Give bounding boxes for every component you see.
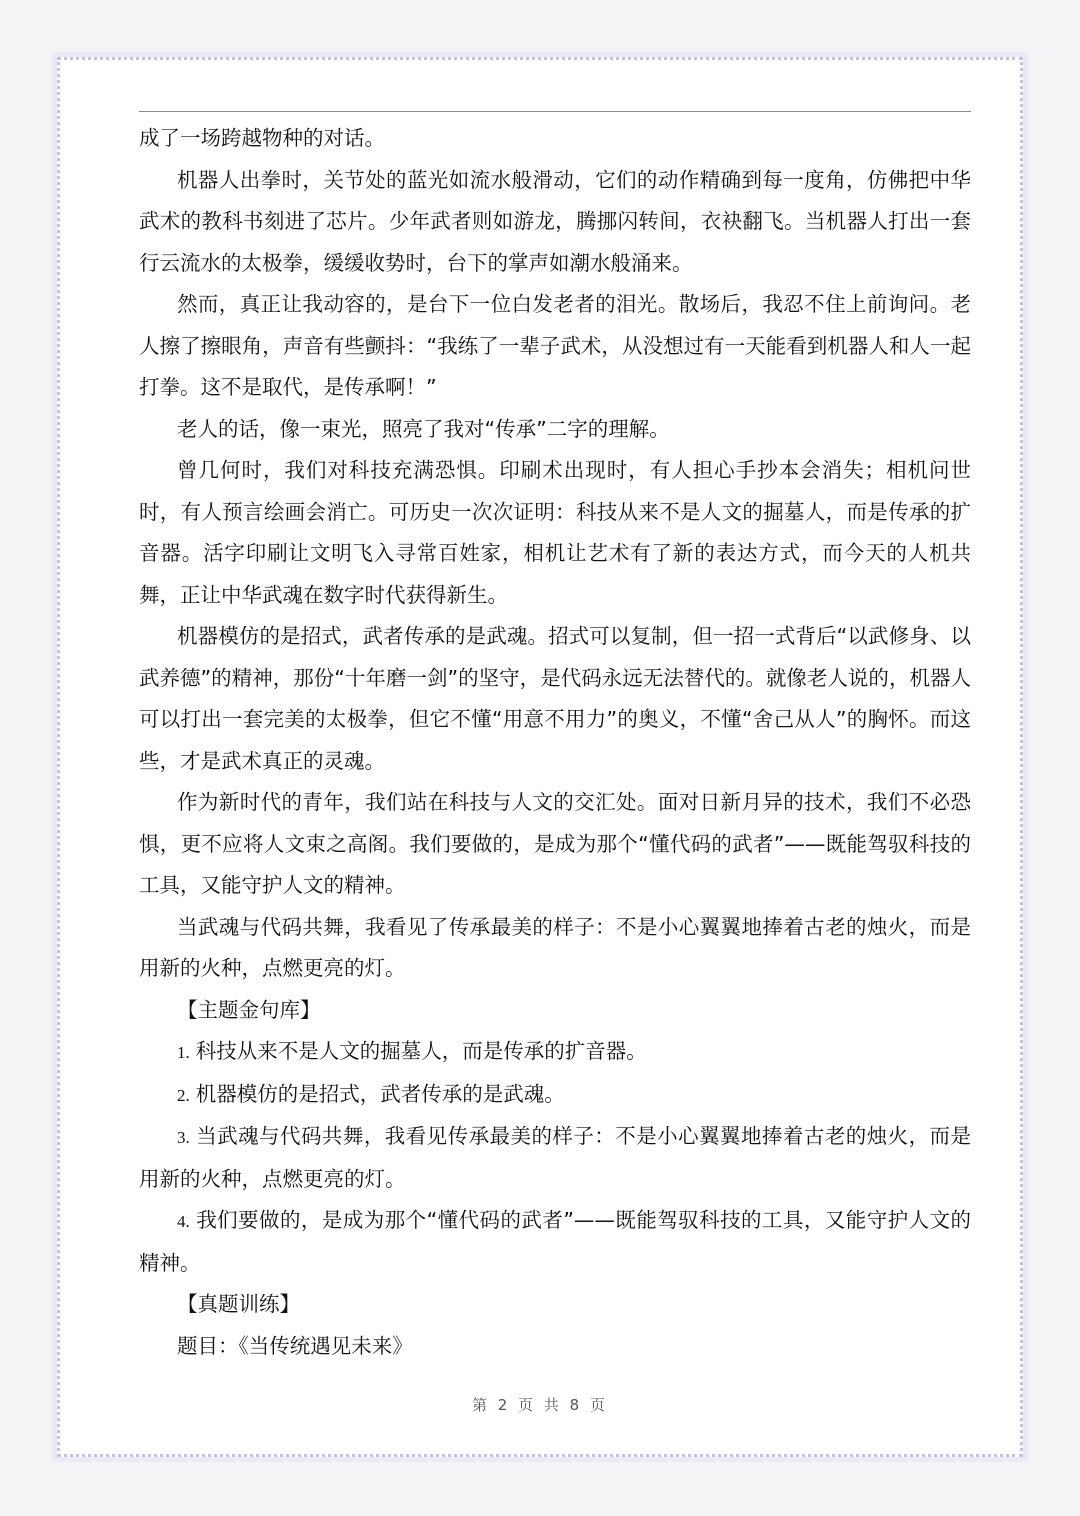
paragraph: 然而，真正让我动容的，是台下一位白发老者的泪光。散场后，我忍不住上前询问。老人擦了擦眼角，声音有些颤抖：“我练了一辈子武术，从没想过有一天能看到机器人和人一起打拳。这不是取代，是传承啊！”: [139, 292, 971, 399]
paragraph: 老人的话，像一束光，照亮了我对“传承”二字的理解。: [177, 416, 670, 441]
list-text: 我们要做的，是成为那个“懂代码的武者”——既能驾驭科技的工具，又能守护人文的精神。: [139, 1208, 971, 1275]
golden-sentence-item: [139, 1116, 971, 1200]
paragraph: 当武魂与代码共舞，我看见了传承最美的样子：不是小心翼翼地捧着古老的烛火，而是用新的火种，点燃更亮的灯。: [139, 914, 971, 980]
header-rule: [139, 111, 971, 112]
practice-heading: 【真题训练】: [177, 1292, 300, 1316]
paragraph: 曾几何时，我们对科技充满恐惧。印刷术出现时，有人担心手抄本会消失；相机问世时，有人预言绘画会消亡。可历史一次次证明：科技从来不是人文的掘墓人，而是传承的扩音器。活字印刷让文明飞入寻常百姓家，相机让艺术有了新的表达方式，而今天的人机共舞，正让中华武魂在数字时代获得新生。: [139, 458, 971, 607]
golden-sentence-item: [139, 1074, 971, 1117]
list-text: 科技从来不是人文的掘墓人，而是传承的扩音器。: [195, 1039, 647, 1063]
golden-sentences-heading: 【主题金句库】: [177, 997, 321, 1022]
list-number: 4.: [177, 1212, 190, 1231]
paragraph: 作为新时代的青年，我们站在科技与人文的交汇处。面对日新月异的技术，我们不必恐惧，更不应将人文束之高阁。我们要做的，是成为那个“懂代码的武者”——既能驾驭科技的工具，又能守护人文的精神。: [139, 790, 971, 897]
list-number: 3.: [177, 1128, 190, 1147]
practice-topic: 题目：《当传统遇见未来》: [177, 1333, 413, 1358]
document-body: [139, 118, 971, 1367]
paragraph-continuation: 成了一场跨越物种的对话。: [139, 126, 385, 150]
paragraph: 机器人出拳时，关节处的蓝光如流水般滑动，它们的动作精确到每一度角，仿佛把中华武术的教科书刻进了芯片。少年武者则如游龙，腾挪闪转间，衣袂翻飞。当机器人打出一套行云流水的太极拳，缓缓收势时，台下的掌声如潮水般涌来。: [139, 167, 971, 275]
golden-sentence-item: [139, 1200, 971, 1284]
paragraph: 机器模仿的是招式，武者传承的是武魂。招式可以复制，但一招一式背后“以武修身、以武养德”的精神，那份“十年磨一剑”的坚守，是代码永远无法替代的。就像老人说的，机器人可以打出一套完美的太极拳，但它不懂“用意不用力”的奥义，不懂“舍己从人”的胸怀。而这些，才是武术真正的灵魂。: [139, 624, 971, 773]
list-number: 2.: [177, 1085, 190, 1105]
list-text: 当武魂与代码共舞，我看见传承最美的样子：不是小心翼翼地捧着古老的烛火，而是用新的火种，点燃更亮的灯。: [139, 1124, 971, 1191]
list-text: 机器模仿的是招式，武者传承的是武魂。: [195, 1081, 565, 1106]
list-number: 1.: [177, 1043, 190, 1062]
golden-sentence-item: [139, 1031, 971, 1074]
page-number-footer: 第 2 页 共 8 页: [472, 1396, 608, 1414]
